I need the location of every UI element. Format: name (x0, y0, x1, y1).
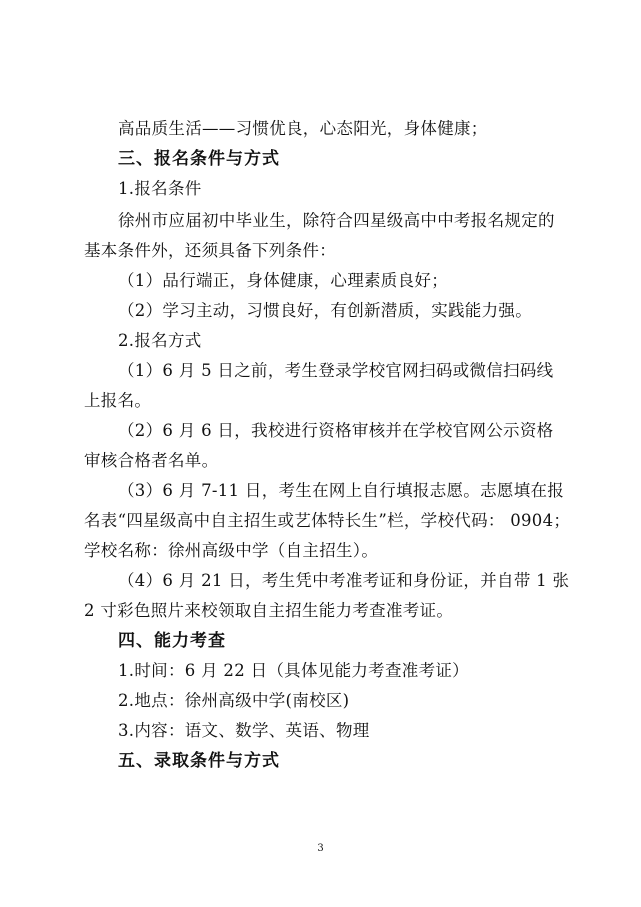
subheading-registration-conditions: 1.报名条件 (118, 179, 202, 198)
list-item: （1）6 月 5 日之前，考生登录学校官网扫码或微信扫码线 (118, 361, 554, 380)
subheading-registration-method: 2.报名方式 (118, 331, 202, 350)
list-item: （2）6 月 6 日，我校进行资格审核并在学校官网公示资格 (118, 421, 554, 440)
paragraph-line: 学校名称：徐州高级中学（自主招生）。 (84, 541, 379, 560)
list-item: 1.时间：6 月 22 日（具体见能力考查准考证） (118, 661, 469, 680)
paragraph-line: 高品质生活——习惯优良，心态阳光，身体健康； (118, 119, 488, 138)
list-item: 3.内容：语文、数学、英语、物理 (118, 721, 370, 740)
list-item: （3）6 月 7-11 日，考生在网上自行填报志愿。志愿填在报 (118, 481, 565, 500)
paragraph-line: 上报名。 (84, 391, 152, 410)
list-item: （4）6 月 21 日，考生凭中考准考证和身份证，并自带 1 张 (118, 571, 570, 590)
section-heading-ability-test: 四、能力考查 (118, 631, 226, 651)
paragraph-line: 审核合格者名单。 (84, 451, 219, 470)
paragraph-line: 基本条件外，还须具备下列条件： (84, 241, 336, 260)
section-heading-admission: 五、录取条件与方式 (118, 751, 280, 771)
list-item: （2）学习主动，习惯良好，有创新潜质，实践能力强。 (118, 301, 532, 320)
paragraph-line: 名表“四星级高中自主招生或艺体特长生”栏，学校代码： 0904； (84, 511, 571, 530)
section-heading-registration: 三、报名条件与方式 (118, 149, 280, 169)
list-item: （1）品行端正，身体健康，心理素质良好； (118, 271, 448, 290)
list-item: 2.地点：徐州高级中学(南校区) (118, 691, 350, 710)
page-number: 3 (317, 843, 324, 854)
paragraph-line: 2 寸彩色照片来校领取自主招生能力考查准考证。 (84, 601, 454, 620)
paragraph-line: 徐州市应届初中毕业生，除符合四星级高中中考报名规定的 (118, 211, 555, 230)
